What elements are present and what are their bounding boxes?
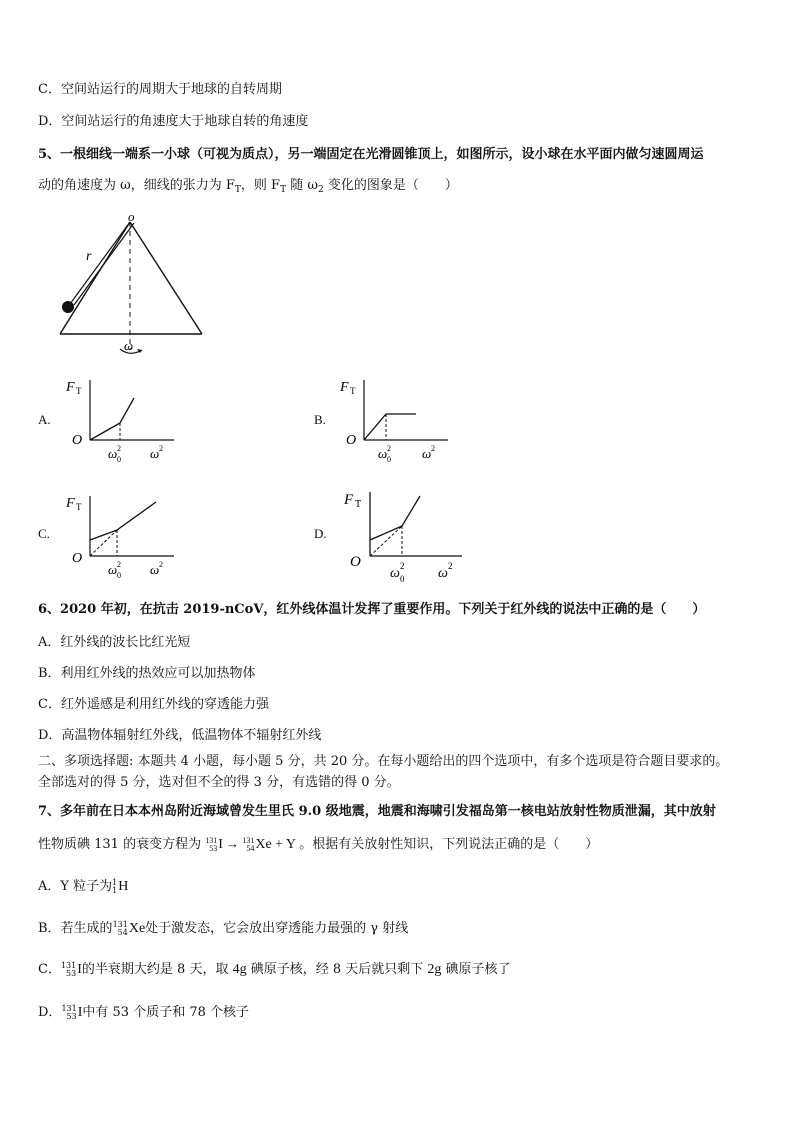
graph-a <box>62 374 182 464</box>
q6-option-c: C．红外遥感是利用红外线的穿透能力强 <box>38 697 269 712</box>
q6-option-d: D．高温物体辐射红外线，低温物体不辐射红外线 <box>38 728 322 743</box>
graph-a-segment-1 <box>90 423 120 440</box>
q5-option-b-label: B. <box>314 412 326 427</box>
q6-stem: 6、2020 年初，在抗击 2019-nCoV，红外线体温计发挥了重要作用。下列关于红外线的说法中正确的是（ ） <box>38 602 706 617</box>
svg-text:ω: ω <box>108 446 118 461</box>
svg-text:F: F <box>66 380 75 395</box>
svg-text:F: F <box>66 496 75 511</box>
q7-option-d: D． 131 53 I中有 53 个质子和 78 个核子 <box>38 1003 250 1021</box>
q7-option-a: A．Y 粒子为 1 1 H <box>38 877 129 895</box>
label-r: r <box>86 249 92 264</box>
svg-text:F: F <box>340 380 349 395</box>
svg-text:ω: ω <box>378 446 388 461</box>
q6-option-a: A．红外线的波长比红光短 <box>38 635 191 650</box>
svg-text:ω: ω <box>150 446 160 461</box>
svg-text:O: O <box>350 554 361 570</box>
graph-d-segment-2 <box>402 496 420 526</box>
graph-c-segment-1 <box>90 530 117 540</box>
decay-equation: 131 53 I → 131 54 Xe + Y <box>205 836 296 854</box>
q7-stem-line1: 7、多年前在日本本州岛附近海域曾发生里氏 9.0 级地震，地震和海啸引发福岛第一核电站放射性物质泄漏，其中放射 <box>38 804 716 819</box>
svg-text:2: 2 <box>448 561 453 571</box>
svg-text:T: T <box>355 499 362 510</box>
svg-text:0: 0 <box>400 574 405 584</box>
graph-b-segment-1 <box>364 414 386 440</box>
svg-text:2: 2 <box>387 444 391 453</box>
graph-c-segment-2 <box>117 502 156 530</box>
svg-text:2: 2 <box>431 444 435 453</box>
svg-text:2: 2 <box>159 444 163 453</box>
q5-option-a-label: A. <box>38 412 51 427</box>
svg-text:ω: ω <box>390 566 400 581</box>
q5-stem-line1: 5、一根细线一端系一小球（可视为质点），另一端固定在光滑圆锥顶上，如图所示，设小球在水平面内做匀速圆周运 <box>38 147 704 162</box>
label-o: o <box>128 210 135 224</box>
q7-stem-line2: 性物质碘 131 的衰变方程为 131 53 I → 131 54 Xe + Y 。根据有关放射性知识，下列说法正确的是（ ） <box>38 836 599 854</box>
q4-option-c: C．空间站运行的周期大于地球的自转周期 <box>38 82 282 97</box>
graph-d <box>340 484 470 584</box>
graph-b <box>336 374 456 464</box>
svg-text:ω: ω <box>438 566 448 581</box>
graph-d-segment-1 <box>370 526 402 540</box>
cone-figure <box>50 210 220 360</box>
svg-text:2: 2 <box>400 561 405 571</box>
svg-text:O: O <box>72 433 83 448</box>
q4-option-d: D．空间站运行的角速度大于地球自转的角速度 <box>38 114 309 129</box>
q5-option-d-label: D. <box>314 526 327 541</box>
q6-option-b: B．利用红外线的热效应可以加热物体 <box>38 666 256 681</box>
graph-a-segment-2 <box>120 398 134 423</box>
svg-text:ω: ω <box>150 562 160 577</box>
svg-text:O: O <box>72 551 83 566</box>
svg-text:F: F <box>344 492 354 508</box>
svg-text:ω: ω <box>108 562 118 577</box>
svg-text:T: T <box>76 502 82 512</box>
ball <box>62 301 74 313</box>
svg-text:ω: ω <box>422 446 432 461</box>
q5-stem-line2: 动的角速度为 ω，细线的张力为 $F_T$，则 $F_T$ 随 $\omega_2$ 变化的图象是（ ） <box>38 178 458 195</box>
svg-text:0: 0 <box>387 455 391 464</box>
svg-text:2: 2 <box>117 444 121 453</box>
graph-c <box>62 490 182 582</box>
svg-text:0: 0 <box>117 571 121 580</box>
section2-line2: 全部选对的得 5 分，选对但不全的得 3 分，有选错的得 0 分。 <box>38 775 400 790</box>
svg-text:0: 0 <box>117 455 121 464</box>
label-omega: ω <box>124 338 134 353</box>
svg-text:T: T <box>350 386 356 396</box>
svg-text:2: 2 <box>159 560 163 569</box>
q5-option-c-label: C. <box>38 526 50 541</box>
section2-line1: 二、多项选择题: 本题共 4 小题，每小题 5 分，共 20 分。在每小题给出的四个选项中，有多个选项是符合题目要求的。 <box>38 754 729 769</box>
q7-option-b: B．若生成的 131 54 Xe处于激发态，它会放出穿透能力最强的 γ 射线 <box>38 919 409 937</box>
svg-text:T: T <box>76 386 82 396</box>
svg-text:O: O <box>346 433 357 448</box>
q7-option-c: C． 131 53 I的半衰期大约是 8 天，取 4g 碘原子核，经 8 天后就只剩下 2g 碘原子核了 <box>38 960 511 978</box>
svg-text:2: 2 <box>117 560 121 569</box>
